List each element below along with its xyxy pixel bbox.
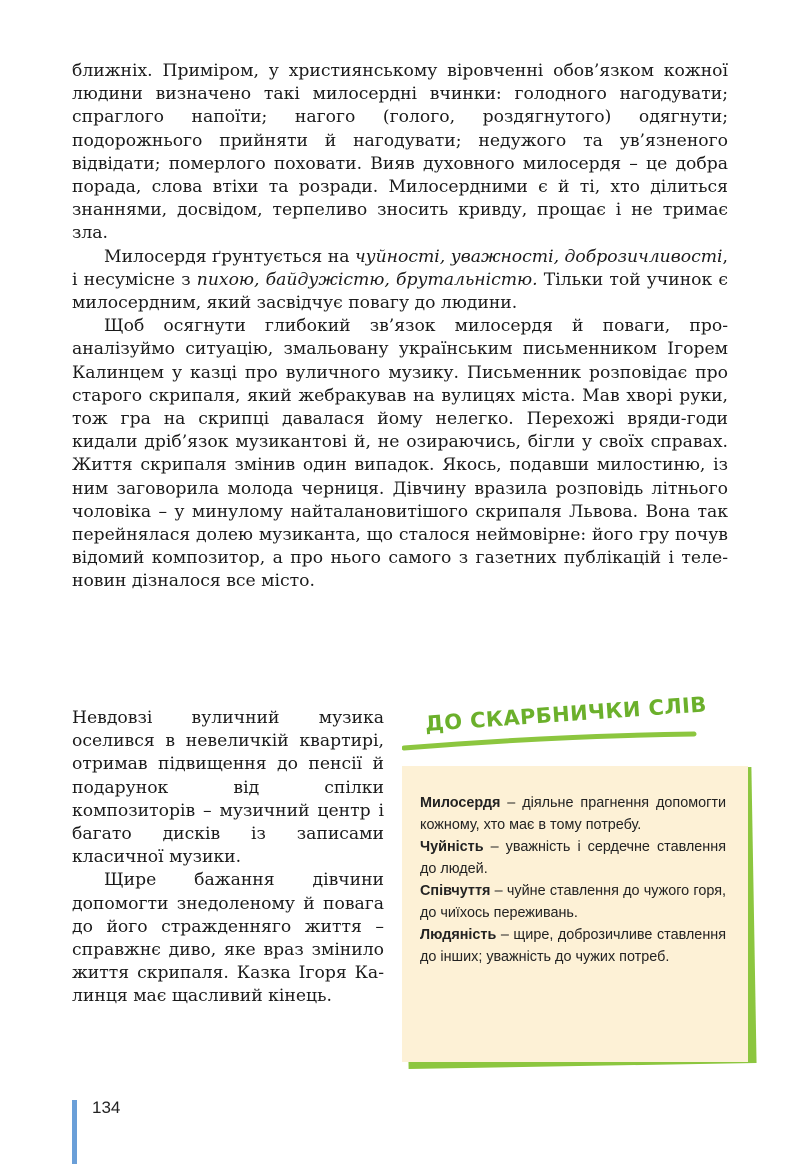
paragraph-4: Невдовзі вуличний музика оселився в невеличкій квартирі, отримав підвищення до пенсії й подарунок від спілки композиторів – музичний центр і багато дисків із записами класичної музики. (72, 708, 384, 868)
paragraph-2-italic1: чуйності, уважності, доброзичливості (354, 246, 723, 267)
glossary-term: Співчуття (420, 883, 491, 899)
paragraph-2-italic2: пихою, байдужістю, брутальністю. (196, 269, 538, 290)
paragraph-1: ближніх. Приміром, у християнському віровченні обов’язком кожної людини визначено такі милосердні вчинки: голодного нагодувати; спраглого напоїти; нагого (голого, роздягнутого) одягнути; подорожнього прийняти й нагодувати; недужого та ув’язненого відвідати; померлого поховати. Вияв духовного милосердя – це добра порада, слова втіхи та розради. Милосердними є й ті, хто ділиться знаннями, досвідом, терпеливо зносить кривду, прощає і не тримає зла. (72, 61, 728, 244)
page-number: 134 (92, 1098, 121, 1117)
glossary-term: Милосердя (420, 795, 501, 811)
paragraph-3: Щоб осягнути глибокий зв’язок милосердя й поваги, проаналізуймо ситуацію, змальовану українським письменником Ігорем Калинцем у казці про вуличного музику. Письменник розповідає про старого скрипаля, який жебракував на вулицях міста. Мав хворі руки, тож гра на скрипці давалася йому нелегко. Перехожі вряди-годи кидали дріб’язок музикантові й, не озираючись, бігли у своїх справах. Життя скрипаля змінив один випадок. Якось, подавши милостиню, із ним заговорила молода черниця. Дівчину вразила розповідь літнього чоловіка – у минулому найталановитішого скрипаля Львова. Вона так перейнялася долею музиканта, що сталося неймовірне: його гру почув відомий композитор, а про нього самого з газетних публікацій і теленовин дізналося все місто. (72, 316, 728, 592)
glossary-definition: – щире, доброзичливе ставлення до інших; уважність до чужих потреб. (420, 927, 726, 965)
glossary-title: ДО СКАРБНИЧКИ СЛІВ (424, 692, 708, 736)
glossary-box (398, 692, 758, 1080)
glossary-term: Чуйність (420, 839, 484, 855)
narrow-text-column (72, 707, 384, 1009)
glossary-entry (420, 880, 726, 924)
glossary-term: Людяність (420, 927, 497, 943)
main-text-column (72, 60, 728, 594)
paragraph-5: Щире бажання дівчини допомогти знедоленому й повага до його стражденняго життя – справжнє диво, яке враз змінило життя скрипаля. Казка Ігоря Калинця має щасливий кінець. (72, 870, 384, 1007)
paragraph-2-part1: Милосердя ґрунтується на (104, 246, 355, 267)
glossary-entries (420, 792, 726, 968)
glossary-entry (420, 836, 726, 880)
paragraph-2 (72, 246, 728, 316)
glossary-entry (420, 792, 726, 836)
paragraph-2-part3: Тільки той учинок є милосердним, який засвідчує повагу до людини. (72, 269, 729, 314)
glossary-definition: – чуйне ставлення до чужого горя, до чиїхось переживань. (420, 883, 726, 921)
glossary-definition: – уважність і сердечне ставлення до людей. (420, 839, 726, 877)
glossary-definition: – діяльне прагнення допомогти кожному, хто має в тому потребу. (420, 795, 726, 833)
paragraph-2-part2: , і несумісне з (72, 246, 728, 290)
page-number-bar (72, 1100, 77, 1164)
glossary-entry (420, 924, 726, 968)
